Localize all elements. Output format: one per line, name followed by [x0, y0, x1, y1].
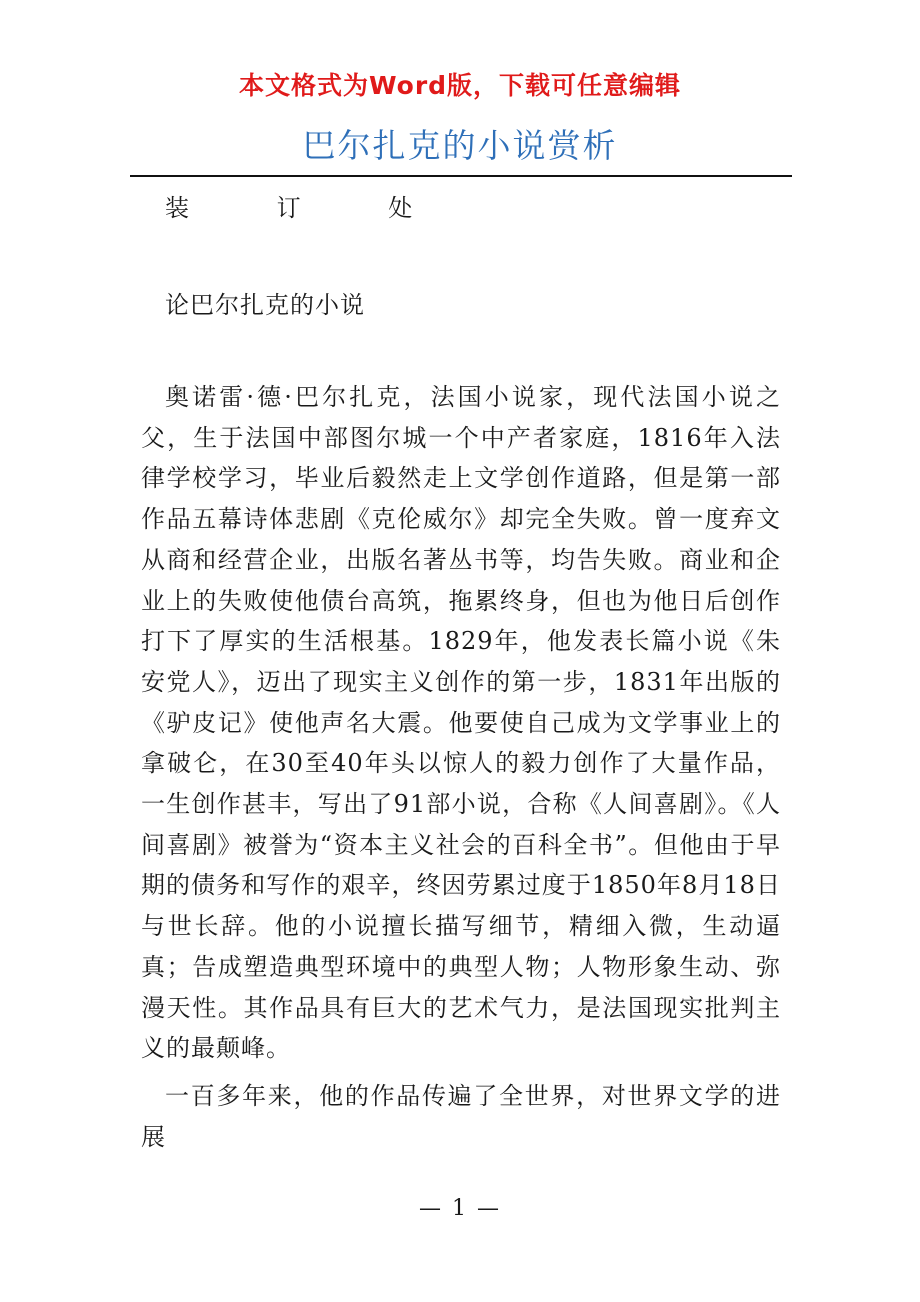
article-subtitle: 论巴尔扎克的小说 [165, 291, 365, 319]
header-rule [130, 175, 792, 177]
document-title: 巴尔扎克的小说赏析 [302, 126, 618, 165]
download-notice: 本文格式为Word版，下载可任意编辑 [238, 71, 682, 100]
binding-mark: 装 订 处 [165, 194, 453, 222]
paragraph: 一百多年来，他的作品传遍了全世界，对世界文学的进展 [141, 1081, 781, 1151]
article-body [141, 377, 781, 1157]
page-number: — 1 — [419, 1196, 501, 1221]
paragraph: 奥诺雷·德·巴尔扎克，法国小说家，现代法国小说之父，生于法国中部图尔城一个中产者家庭，1816年入法律学校学习，毕业后毅然走上文学创作道路，但是第一部作品五幕诗体悲剧《克伦威尔》却完全失败。曾一度弃文从商和经营企业，出版名著丛书等，均告失败。商业和企业上的失败使他债台高筑，拖累终身，但也为他日后创作打下了厚实的生活根基。1829年，他发表长篇小说《朱安党人》，迈出了现实主义创作的第一步，1831年出版的《驴皮记》使他声名大震。他要使自己成为文学事业上的拿破仑，在30至40年头以惊人的毅力创作了大量作品，一生创作甚丰，写出了91部小说，合称《人间喜剧》。《人间喜剧》被誉为“资本主义社会的百科全书”。但他由于早期的债务和写作的艰辛，终因劳累过度于1850年8月18日与世长辞。他的小说擅长描写细节，精细入微，生动逼真；告成塑造典型环境中的典型人物；人物形象生动、弥漫天性。其作品具有巨大的艺术气力，是法国现实批判主义的最颠峰。 [141, 383, 781, 1063]
